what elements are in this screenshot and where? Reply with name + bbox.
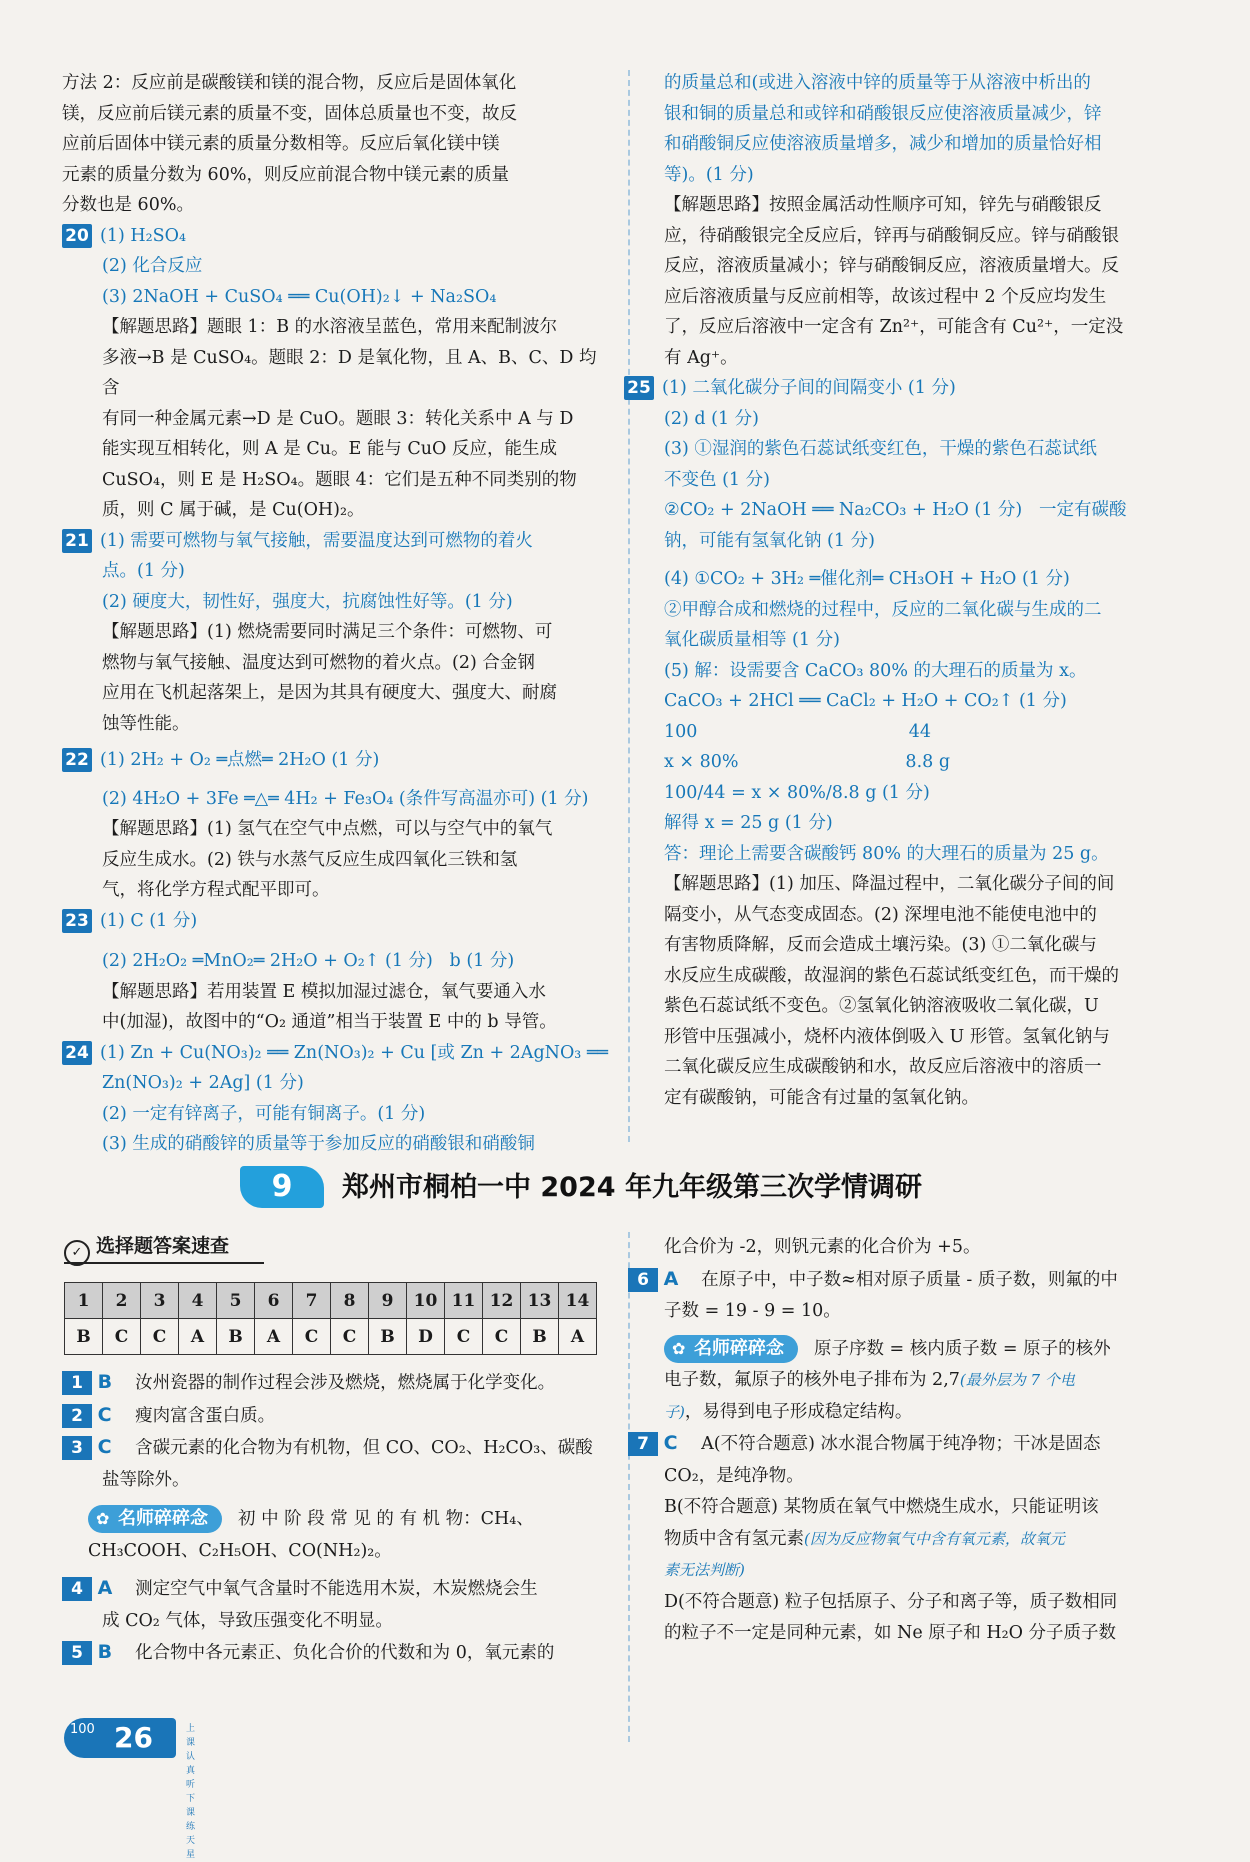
question-number-cell: 9 [369, 1283, 407, 1319]
question-24 [62, 1038, 610, 1160]
teacher-tip [62, 1504, 610, 1536]
explanation-line [664, 1524, 1186, 1556]
text-line: 镁，反应前后镁元素的质量不变，固体总质量也不变，故反 [62, 103, 517, 124]
explanation-text: 瘦肉富含蛋白质。 [135, 1405, 276, 1426]
answer-cell: A [255, 1319, 293, 1355]
answer-line: ②CO₂ + 2NaOH ══ Na₂CO₃ + H₂O (1 分) 一定有碳酸 [664, 500, 1127, 520]
analysis-line: 【解题思路】若用装置 E 模拟加湿过滤仓，氧气要通入水 [102, 981, 546, 1002]
slogan-line: 下课练天星 [186, 1794, 196, 1860]
explanation-text: 成 CO₂ 气体，导致压强变化不明显。 [102, 1610, 393, 1631]
tip-text-line [664, 1365, 1186, 1397]
answer-line: (1) H₂SO₄ [100, 225, 186, 246]
question-number-cell: 7 [293, 1283, 331, 1319]
answer-line: (1) 2H₂ + O₂ ═点燃═ 2H₂O (1 分) [100, 750, 380, 770]
text-line: 应前后固体中镁元素的质量分数相等。反应后氧化镁中镁 [62, 134, 500, 154]
tip-text: CH₃COOH、C₂H₅OH、CO(NH₂)₂。 [88, 1540, 392, 1561]
answer-line: (2) d (1 分) [664, 408, 759, 429]
analysis-line: 【解题思路】题眼 1：B 的水溶液呈蓝色，常用来配制波尔 [102, 317, 558, 337]
answer-line: 不变色 (1 分) [664, 469, 770, 490]
check-circle-icon: ✓ [64, 1240, 90, 1266]
answer-line: (2) 硬度大，韧性好，强度大，抗腐蚀性好等。(1 分) [102, 591, 513, 612]
answer-cell: C [445, 1319, 483, 1355]
question-number-cell: 12 [483, 1283, 521, 1319]
page-number: 26 [114, 1721, 153, 1754]
question-number: 23 [62, 909, 92, 933]
question-20 [62, 221, 610, 526]
question-number-cell: 1 [65, 1283, 103, 1319]
answer-line: 等)。(1 分) [664, 164, 754, 185]
answer-line: (1) 需要可燃物与氧气接触，需要温度达到可燃物的着火 [100, 530, 533, 551]
explanation-text: A(不符合题意) 冰水混合物属于纯净物；干冰是固态 [701, 1434, 1101, 1454]
analysis-line: 【解题思路】(1) 加压、降温过程中，二氧化碳分子间的间 [664, 874, 1115, 894]
question-number-cell: 3 [141, 1283, 179, 1319]
question-number-cell: 11 [445, 1283, 483, 1319]
answer-cell: B [521, 1319, 559, 1355]
answer-line: (1) Zn + Cu(NO₃)₂ ══ Zn(NO₃)₂ + Cu [或 Zn + 2AgNO₃ ══ [100, 1042, 608, 1063]
choice-answer-4 [62, 1573, 610, 1606]
question-number: 5 [62, 1641, 92, 1665]
answer-cell: C [103, 1319, 141, 1355]
answer-letter: C [663, 1432, 678, 1454]
choice-answer-6 [628, 1264, 1186, 1297]
answer-line: 100/44 = x × 80%/8.8 g (1 分) [664, 782, 930, 803]
quick-check-underline [64, 1262, 264, 1264]
analysis-line: 二氧化碳反应生成碳酸钠和水，故反应后溶液中的溶质一 [664, 1057, 1102, 1077]
question-number: 4 [62, 1577, 92, 1601]
tip-text: 电子数，氟原子的核外电子排布为 2,7 [664, 1370, 960, 1390]
question-number: 2 [62, 1404, 92, 1428]
answer-letter: A [663, 1267, 679, 1290]
answer-line: (2) 化合反应 [102, 256, 203, 276]
answer-line: 氧化碳质量相等 (1 分) [664, 630, 840, 650]
analysis-line: 气，将化学方程式配平即可。 [102, 880, 330, 900]
analysis-line: 了，反应后溶液中一定含有 Zn²⁺，可能含有 Cu²⁺，一定没 [664, 317, 1124, 337]
question-number: 24 [62, 1041, 92, 1065]
answer-cell: C [331, 1319, 369, 1355]
question-number-cell: 6 [255, 1283, 293, 1319]
answer-cell: C [293, 1319, 331, 1355]
teacher-tip [664, 1334, 1186, 1366]
answer-letter: C [97, 1403, 112, 1426]
question-21 [62, 526, 610, 740]
question-number: 6 [628, 1268, 658, 1292]
text-line: 元素的质量分数为 60%，则反应前混合物中镁元素的质量 [62, 164, 509, 185]
teacher-tip-tag: ✿ 名师碎碎念 [88, 1505, 222, 1533]
analysis-line: 质，则 C 属于碱，是 Cu(OH)₂。 [102, 500, 365, 520]
question-number: 22 [62, 748, 92, 772]
question-number-cell: 14 [559, 1283, 597, 1319]
question-number: 21 [62, 529, 92, 553]
answer-line: (2) 4H₂O + 3Fe ═△═ 4H₂ + Fe₃O₄ (条件写高温亦可) (1 分) [102, 788, 589, 809]
handwritten-note: (最外层为 7 个电 [959, 1371, 1075, 1389]
explanation-text: CO₂，是纯净物。 [664, 1465, 804, 1486]
section-header [240, 1162, 1060, 1218]
question-number: 1 [62, 1371, 92, 1395]
analysis-line: 有害物质降解，反而会造成土壤污染。(3) ①二氧化碳与 [664, 935, 1097, 955]
left-column [62, 68, 610, 1160]
explanation-text: 测定空气中氧气含量时不能选用木炭，木炭燃烧会生 [135, 1579, 538, 1599]
answer-line: 银和铜的质量总和或锌和硝酸银反应使溶液质量减少，锌 [664, 103, 1102, 124]
answer-cell: B [217, 1319, 255, 1355]
answer-table-answer-row [65, 1319, 597, 1355]
analysis-line: 燃物与氧气接触、温度达到可燃物的着火点。(2) 合金钢 [102, 652, 535, 673]
analysis-line: 应，待硝酸银完全反应后，锌再与硝酸铜反应。锌与硝酸银 [664, 225, 1119, 246]
tip-text: ，易得到电子形成稳定结构。 [684, 1401, 913, 1422]
analysis-line: 能实现互相转化，则 A 是 Cu。E 能与 CuO 反应，能生成 [102, 439, 557, 459]
analysis-line: 定有碳酸钠，可能含有过量的氢氧化钠。 [664, 1087, 979, 1108]
analysis-line: 应后溶液质量与反应前相等，故该过程中 2 个反应均发生 [664, 286, 1107, 307]
answer-line: (5) 解：设需要含 CaCO₃ 80% 的大理石的质量为 x。 [664, 660, 1087, 681]
answer-cell: D [407, 1319, 445, 1355]
answer-line: (1) 二氧化碳分子间的间隔变小 (1 分) [662, 378, 956, 398]
choice-answer-3 [62, 1432, 610, 1465]
explanation-text: 盐等除外。 [102, 1469, 190, 1490]
handwritten-note: (因为反应物氧气中含有氧元素，故氧元 [804, 1529, 1065, 1548]
question-number-cell: 2 [103, 1283, 141, 1319]
question-25 [627, 373, 1186, 1113]
answer-letter: B [97, 1371, 113, 1393]
answer-line: (1) C (1 分) [100, 910, 198, 931]
analysis-line: 隔变小，从气态变成固态。(2) 深埋电池不能使电池中的 [664, 904, 1097, 925]
answer-cell: C [483, 1319, 521, 1355]
question-number-cell: 4 [179, 1283, 217, 1319]
text-line: 分数也是 60%。 [62, 195, 194, 215]
answer-line: 点。(1 分) [102, 561, 185, 581]
choice-right-column [637, 1232, 1186, 1650]
analysis-line: 有 Ag⁺。 [664, 347, 738, 368]
answer-line: (3) 生成的硝酸锌的质量等于参加反应的硝酸银和硝酸铜 [102, 1134, 535, 1154]
brand-logo: 100 [70, 1722, 95, 1737]
tip-text: 原子序数 = 核内质子数 = 原子的核外 [814, 1338, 1111, 1359]
explanation-text: 物质中含有氢元素 [664, 1528, 804, 1549]
quick-check-label [64, 1231, 229, 1261]
question-number-cell: 8 [331, 1283, 369, 1319]
choice-answer-1 [62, 1367, 610, 1400]
answer-line: (4) ①CO₂ + 3H₂ ═催化剂═ CH₃OH + H₂O (1 分) [664, 569, 1070, 589]
analysis-line: 蚀等性能。 [102, 713, 190, 734]
analysis-line: 【解题思路】(1) 氢气在空气中点燃，可以与空气中的氧气 [102, 819, 553, 839]
question-24-continued [664, 68, 1186, 373]
question-number: 25 [624, 376, 654, 400]
answer-line: 钠，可能有氢氧化钠 (1 分) [664, 530, 875, 551]
explanation-text: 化合价为 -2，则钒元素的化合价为 +5。 [664, 1237, 981, 1257]
answer-line: (2) 2H₂O₂ ═MnO₂═ 2H₂O + O₂↑ (1 分) b (1 分) [102, 951, 515, 971]
handwritten-note: 子) [664, 1402, 685, 1421]
analysis-line: 紫色石蕊试纸不变色。②氢氧化钠溶液吸收二氧化碳，U [664, 996, 1099, 1016]
answer-letter: B [97, 1641, 113, 1663]
answer-line: (3) ①湿润的紫色石蕊试纸变红色，干燥的紫色石蕊试纸 [664, 439, 1097, 459]
analysis-line: 反应生成水。(2) 铁与水蒸气反应生成四氧化三铁和氢 [102, 849, 518, 870]
explanation-text: 汝州瓷器的制作过程会涉及燃烧，燃烧属于化学变化。 [135, 1373, 556, 1393]
answer-line: Zn(NO₃)₂ + 2Ag] (1 分) [102, 1073, 304, 1093]
analysis-line: 【解题思路】按照金属活动性顺序可知，锌先与硝酸银反 [664, 195, 1102, 215]
analysis-line: 反应，溶液质量减小；锌与硝酸铜反应，溶液质量增大。反 [664, 256, 1119, 276]
answer-cell: B [65, 1319, 103, 1355]
question-22 [62, 745, 610, 906]
handwritten-note: 素无法判断) [664, 1561, 745, 1579]
answer-cell: C [141, 1319, 179, 1355]
question-number: 3 [62, 1436, 92, 1460]
answer-cell: B [369, 1319, 407, 1355]
answer-line: ②甲醇合成和燃烧的过程中，反应的二氧化碳与生成的二 [664, 599, 1102, 620]
answer-line: 和硝酸铜反应使溶液质量增多，减少和增加的质量恰好相 [664, 134, 1102, 154]
answer-cell: A [559, 1319, 597, 1355]
analysis-line: 有同一种金属元素→D 是 CuO。题眼 3：转化关系中 A 与 D [102, 408, 574, 429]
explanation-text: 含碳元素的化合物为有机物，但 CO、CO₂、H₂CO₃、碳酸 [135, 1438, 593, 1458]
choice-answer-7 [628, 1428, 1186, 1461]
analysis-line: 形管中压强减小，烧杯内液体倒吸入 U 形管。氢氧化钠与 [664, 1026, 1110, 1047]
question-23 [62, 906, 610, 1038]
answer-line: 的质量总和(或进入溶液中锌的质量等于从溶液中析出的 [664, 73, 1091, 93]
question-number-cell: 5 [217, 1283, 255, 1319]
answer-letter: C [97, 1436, 112, 1458]
explanation-text: 的粒子不一定是同种元素，如 Ne 原子和 H₂O 分子质子数 [664, 1623, 1117, 1643]
analysis-line: 中(加湿)，故图中的“O₂ 通道”相当于装置 E 中的 b 导管。 [102, 1012, 557, 1032]
slogan-line: 上课认真听 [186, 1724, 196, 1790]
footer-slogan [186, 1722, 195, 1862]
explanation-text: 在原子中，中子数≈相对原子质量 - 质子数，则氟的中 [701, 1269, 1118, 1290]
section-title: 郑州市桐柏一中 2024 年九年级第三次学情调研 [342, 1172, 922, 1203]
analysis-line: 【解题思路】(1) 燃烧需要同时满足三个条件：可燃物、可 [102, 622, 553, 642]
teacher-tip-tag: ✿ 名师碎碎念 [664, 1335, 798, 1363]
answer-table-header-row [65, 1283, 597, 1319]
answer-table [64, 1282, 597, 1355]
question-number-cell: 13 [521, 1283, 559, 1319]
tip-text: 初 中 阶 段 常 见 的 有 机 物：CH₄、 [238, 1509, 534, 1529]
question-number-cell: 10 [407, 1283, 445, 1319]
text-line: 方法 2：反应前是碳酸镁和镁的混合物，反应后是固体氧化 [62, 73, 517, 93]
explanation-text: B(不符合题意) 某物质在氧气中燃烧生成水，只能证明该 [664, 1497, 1099, 1517]
answer-line: (3) 2NaOH + CuSO₄ ══ Cu(OH)₂↓ + Na₂SO₄ [102, 286, 497, 307]
answer-cell: A [179, 1319, 217, 1355]
analysis-line: 水反应生成碳酸，故湿润的紫色石蕊试纸变红色，而干燥的 [664, 965, 1119, 986]
question-number: 7 [628, 1432, 658, 1456]
quick-check-title: 选择题答案速查 [96, 1235, 230, 1257]
column-divider [628, 1232, 630, 1742]
method2-block [62, 68, 610, 221]
answer-line: 答：理论上需要含碳酸钙 80% 的大理石的质量为 25 g。 [664, 843, 1109, 864]
answer-letter: A [97, 1577, 113, 1599]
answer-line: x × 80% 8.8 g [664, 752, 951, 772]
choice-answer-2 [62, 1400, 610, 1433]
choice-answer-5 [62, 1637, 610, 1670]
explanation-text: 子数 = 19 - 9 = 10。 [664, 1301, 841, 1321]
answer-line: (2) 一定有锌离子，可能有铜离子。(1 分) [102, 1103, 426, 1124]
question-number: 20 [62, 224, 92, 248]
explanation-text: 化合物中各元素正、负化合价的代数和为 0，氧元素的 [135, 1643, 555, 1663]
column-divider [628, 70, 630, 1142]
analysis-line: 应用在飞机起落架上，是因为其具有硬度大、强度大、耐腐 [102, 683, 557, 703]
answer-line: 100 44 [664, 721, 932, 742]
choice-left-column [62, 1367, 610, 1670]
answer-line: 解得 x = 25 g (1 分) [664, 813, 833, 833]
right-column [627, 68, 1186, 1113]
section-number-badge: 9 [240, 1166, 324, 1208]
answer-line: CaCO₃ + 2HCl ══ CaCl₂ + H₂O + CO₂↑ (1 分) [664, 691, 1067, 711]
explanation-text: D(不符合题意) 粒子包括原子、分子和离子等，质子数相同 [664, 1591, 1118, 1612]
tip-text-line [664, 1397, 1186, 1429]
analysis-line: 多液→B 是 CuSO₄。题眼 2：D 是氧化物，且 A、B、C、D 均含 [102, 347, 597, 398]
analysis-line: CuSO₄，则 E 是 H₂SO₄。题眼 4：它们是五种不同类别的物 [102, 469, 577, 490]
